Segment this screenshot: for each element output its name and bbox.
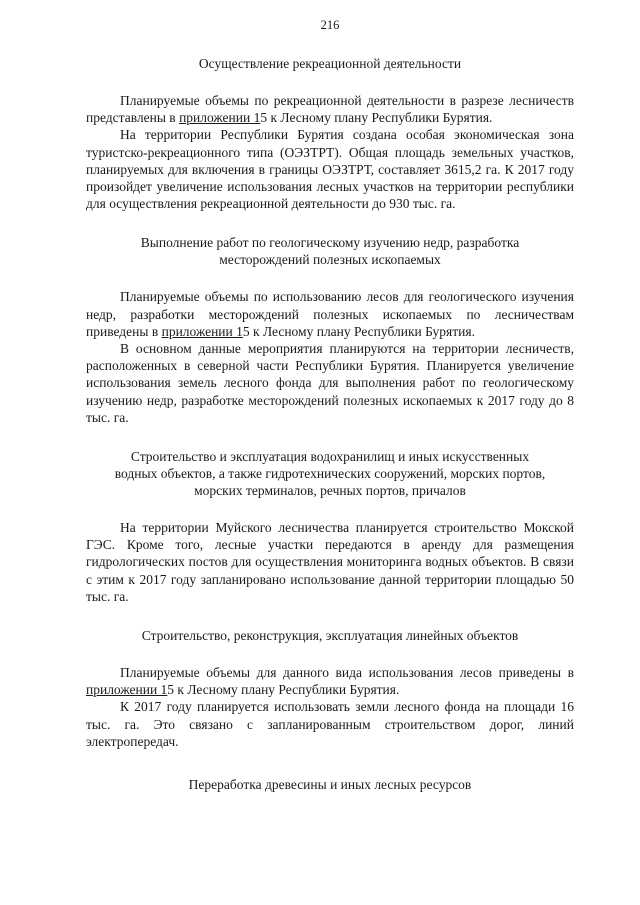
section-heading-linear-objects: Строительство, реконструкция, эксплуатация линейных объектов <box>141 628 519 644</box>
section-heading-wood-processing: Переработка древесины и иных лесных ресурсов <box>188 777 472 793</box>
section-geology <box>86 288 574 426</box>
paragraph-text: 5 к Лесному плану Республики Бурятия. <box>260 110 493 126</box>
paragraph: К 2017 году планируется использовать земли лесного фонда на площади 16 тыс. га. Это связано с запланированным строительством дорог, линий электропередач. <box>86 699 574 749</box>
paragraph-text: 5 к Лесному плану Республики Бурятия. <box>167 682 400 698</box>
heading-line: морских терминалов, речных портов, причалов <box>194 483 466 499</box>
section-heading-recreation: Осуществление рекреационной деятельности <box>198 56 462 71</box>
heading-line: Выполнение работ по геологическому изучению недр, разработка <box>140 235 520 251</box>
heading-line: месторождений полезных ископаемых <box>219 252 441 268</box>
page-number: 216 <box>320 18 340 32</box>
paragraph: На территории Республики Бурятия создана особая экономическая зона туристско-рекреационного типа (ОЭЗТРТ). Общая площадь земельных участков, планируемых для включения в границы ОЭЗТРТ, составляет 3615,2 га. К 2017 году произойдет увеличение использования лесных участков на территории республики для осуществления рекреационной деятельности до 930 тыс. га. <box>86 127 574 212</box>
appendix-link[interactable]: приложении 1 <box>161 323 243 339</box>
paragraph <box>86 664 574 698</box>
paragraph-text: Планируемые объемы для данного вида использования лесов приведены в <box>120 665 574 681</box>
appendix-link[interactable]: приложении 1 <box>179 110 261 126</box>
paragraph-text: Планируемые объемы по рекреационной деятельности в разрезе лесничеств представлены в <box>86 93 574 126</box>
section-reservoirs <box>86 519 574 605</box>
heading-line: Строительство и эксплуатация водохранилищ и иных искусственных <box>130 449 530 465</box>
paragraph <box>86 92 574 126</box>
paragraph-text: 5 к Лесному плану Республики Бурятия. <box>242 323 475 339</box>
section-heading-reservoirs <box>86 448 574 499</box>
paragraph <box>86 288 574 340</box>
appendix-link[interactable]: приложении 1 <box>86 682 168 698</box>
paragraph-text: Планируемые объемы по использованию лесов для геологического изучения недр, разработки месторождений полезных ископаемых по лесничествам приведены в <box>86 289 574 339</box>
section-heading-geology <box>86 234 574 268</box>
section-recreation <box>86 92 574 212</box>
paragraph: В основном данные мероприятия планируются на территории лесничеств, расположенных в северной части Республики Бурятия. Планируется увеличение использования земель лесного фонда для выполнения работ по геологическому изучению недр, разработке месторождений полезных ископаемых к 2017 году до 8 тыс. га. <box>86 341 574 425</box>
heading-line: водных объектов, а также гидротехнических сооружений, морских портов, <box>114 466 546 482</box>
paragraph: На территории Муйского лесничества планируется строительство Мокской ГЭС. Кроме того, лесные участки передаются в аренду для размещения гидрологических постов для осуществления мониторинга водных объектов. В связи с этим к 2017 году запланировано использование данной территории площадью 50 тыс. га. <box>86 520 574 604</box>
section-linear-objects <box>86 664 574 750</box>
